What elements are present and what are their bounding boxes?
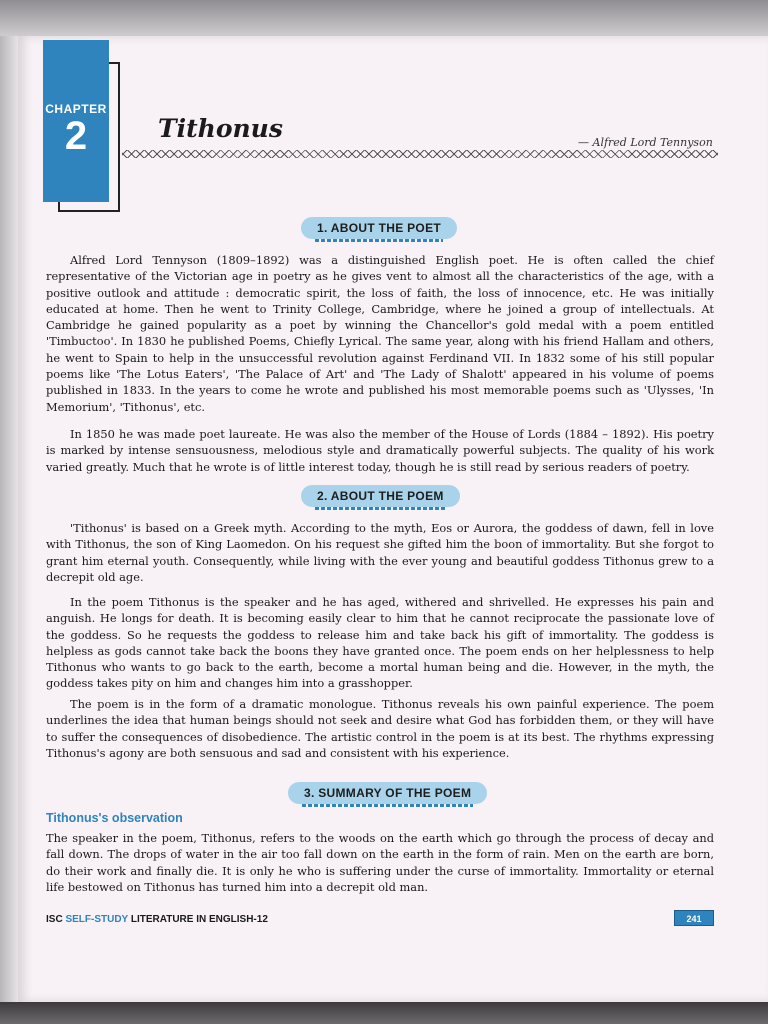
footer-prefix: ISC [46,914,66,925]
section-heading-poet: 1. ABOUT THE POET [301,217,457,239]
chapter-number: 2 [64,114,88,158]
paragraph-poet-2: In 1850 he was made poet laureate. He was also the member of the House of Lords (1884 – 1892). His poetry is marked by intense sensuousness, melodious style and dramatically powerful subjects. The quality of his work varied greatly. Much that he wrote is of little interest today, though he is still read by serious readers of poetry. [46,427,714,474]
paragraph-poem-3: The poem is in the form of a dramatic monologue. Tithonus reveals his own painful experience. The poem underlines the idea that human beings should not seek and desire what God has forbidden them, or they will have to suffer the consequences of disobedience. The artistic control in the poem is at its best. The rhythms expressing Tithonus's agony are both sensuous and sad and consistent with his experience. [46,697,714,760]
chapter-badge [43,40,109,202]
author-credit: — Alfred Lord Tennyson [578,136,713,149]
book-page [18,36,768,1002]
section-heading-summary: 3. SUMMARY OF THE POEM [288,782,487,804]
paragraph-poem-2: In the poem Tithonus is the speaker and he has aged, withered and shrivelled. He expresses his pain and anguish. He longs for death. It is becoming easily clear to him that he cannot reciprocate the passionate love of the goddess. So he requests the goddess to release him and take back his gift of immortality. The goddess is helpless as gods cannot take back the boons they have granted once. The poem ends on her helplessness to help Tithonus who wants to go back to the earth, become a mortal human being and die. However, in the myth, the goddess takes pity on him and changes him into a grasshopper. [46,595,714,691]
page-title: Tithonus [158,114,283,143]
paragraph-poem-1: 'Tithonus' is based on a Greek myth. According to the myth, Eos or Aurora, the goddess of dawn, fell in love with Tithonus, the son of King Laomedon. On his request she gifted him the boon of immortality. But she forgot to grant him eternal youth. Consequently, while living with the ever young and beautiful goddess Tithonus grew to a decrepit old age. [46,521,714,584]
book-gutter [0,36,18,1002]
section-heading-poem: 2. ABOUT THE POEM [301,485,460,507]
paragraph-summary: The speaker in the poem, Tithonus, refers to the woods on the earth which go through the process of decay and fall down. The drops of water in the air too fall down on the earth in the form of rain. Men on the earth are born, do their work and finally die. It is only he who is suffering under the curse of immortality. Immortality or eternal life bestowed on Tithonus has turned him into a decrepit old man. [46,831,714,894]
paragraph-poet-1: Alfred Lord Tennyson (1809–1892) was a distinguished English poet. He is often called the chief representative of the Victorian age in poetry as he gives vent to almost all the characteristics of the age, with a positive outlook and attitude : democratic spirit, the loss of faith, the loss of innocence, etc. He was initially educated at home. Then he went to Trinity College, Cambridge, where he joined a group of intellectuals. At Cambridge he gained popularity as a poet by winning the Chancellor's gold medal with a poem entitled 'Timbuctoo'. In 1830 he published Poems, Chiefly Lyrical. The same year, along with his friend Hallam and others, he went to Spain to help in the unsuccessful revolution against Ferdinand VII. In 1832 some of his still popular poems like 'The Lotus Eaters', 'The Palace of Art' and 'The Lady of Shalott' appeared in his volume of poems published in 1833. In the years to come he wrote and published his most memorable poems such as 'Ulysses, 'In Memorium', 'Tithonus', etc. [46,253,714,414]
page-number: 241 [674,910,714,926]
title-rule [122,150,718,158]
subheading-observation: Tithonus's observation [46,811,183,825]
footer-book-title [46,914,268,925]
footer-suffix: LITERATURE IN ENGLISH-12 [128,914,268,925]
scan-bottom-edge [0,1002,768,1024]
scan-top-shadow [0,0,768,36]
chapter-label: CHAPTER [45,102,107,116]
footer-accent: SELF-STUDY [65,914,129,925]
